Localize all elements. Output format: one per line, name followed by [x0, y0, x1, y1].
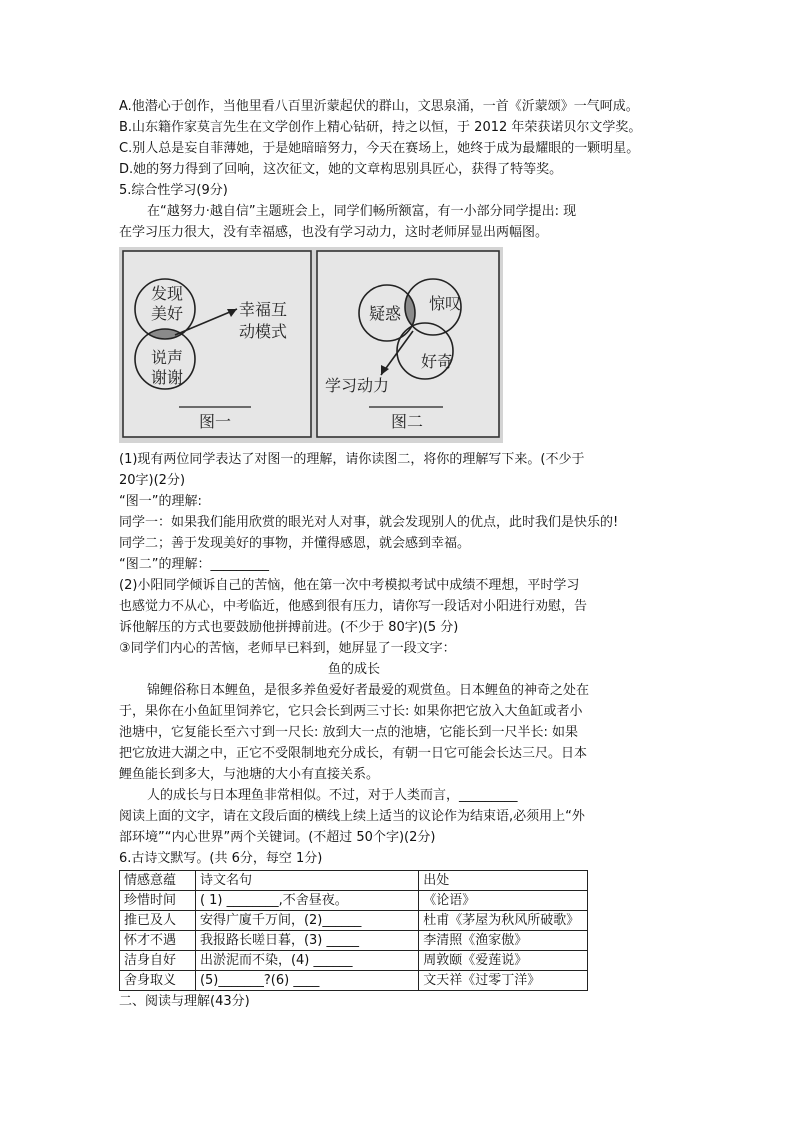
table-header: 出处: [419, 871, 588, 891]
question-5-intro: 在“越努力·越自信”主题班会上，同学们畅所额富，有一小部分同学提出: 现在学习压力很大，没有幸福感，也没有学习动力，这时老师屏显出两幅图。: [119, 204, 577, 240]
table-row: [120, 911, 588, 931]
figure-2-frame: [317, 251, 499, 437]
table-row: [120, 971, 588, 991]
figure-2-label-left: 疑惑: [369, 304, 402, 323]
question-6-title: 6.古诗文默写。(共 6分，每空 1分): [119, 851, 323, 866]
question-5-part-2: (2)小阳同学倾诉自己的苦恼，他在第一次中考模拟考试中成绩不理想，平时学习也感觉力不从心，中考临近，他感到很有压力，请你写一段话对小阳进行劝慰，告诉他解压的方式也要鼓励他拼搏前进。(不少于 80字)(5 分): [119, 578, 588, 635]
figure-2-label-motivation: 学习动力: [325, 376, 390, 395]
table-header: 诗文名句: [195, 871, 418, 891]
option-c: C.别人总是妄自菲薄她，于是她暗暗努力，今天在赛场上，她终于成为最耀眼的一颗明星。: [119, 141, 640, 156]
table-row: [120, 891, 588, 911]
venn-figures: [119, 247, 503, 443]
poem-table: [119, 870, 588, 991]
table-row: [120, 951, 588, 971]
passage-paragraph-1: 锦鲤俗称日本鲤鱼，是很多养鱼爱好者最爱的观赏鱼。日本鲤鱼的神奇之处在于，果你在小鱼缸里饲养它，它只会长到两三寸长: 如果你把它放入大鱼缸或者小池塘中，它复能长至六寸到一尺长: 放到大一点的池塘，它能长到一尺半长: 如果把它放进大湖之中，正它不受限制地充分成长，有朝一日它可能会长达三尺。日本鲤鱼能长到多大，与池塘的大小有直接关系。: [119, 683, 590, 782]
table-header-row: [120, 871, 588, 891]
table-cell: ( 1) ________,不舍昼夜。: [195, 891, 418, 911]
question-5-part-1: (1)现有两位同学表达了对图一的理解，请你读图二，将你的理解写下来。(不少于 20字)(2分): [119, 452, 585, 488]
table-cell: 怀才不遇: [120, 931, 196, 951]
figure-1-frame: [123, 251, 311, 437]
figure-1-label-right-a: 幸福互: [239, 300, 288, 319]
figure-1-label-1b: 美好: [151, 304, 184, 323]
table-cell: 周敦颐《爱莲说》: [419, 951, 588, 971]
question-5-title: 5.综合性学习(9分): [119, 183, 228, 198]
table-cell: 珍惜时间: [120, 891, 196, 911]
option-a: A.他潜心于创作，当他里看八百里沂蒙起伏的群山，文思泉涌，一首《沂蒙颂》一气呵成。: [119, 99, 639, 114]
student-2-answer: 同学二；善于发现美好的事物，并懂得感恩，就会感到幸福。: [119, 536, 471, 551]
table-cell: 洁身自好: [120, 951, 196, 971]
figure-1-label-1a: 发现: [151, 284, 184, 303]
table-cell: 舍身取义: [120, 971, 196, 991]
figure-2-caption: 图二: [391, 412, 424, 431]
table-row: [120, 931, 588, 951]
table-header: 情感意蕴: [120, 871, 196, 891]
question-5-part-3: ③同学们内心的苦恼，老师早已料到，她屏显了一段文字：: [119, 641, 456, 656]
figure-1-label-right-b: 动模式: [239, 322, 288, 341]
figure-1-understanding-heading: “图一”的理解:: [119, 494, 202, 509]
figure-2-label-right: 惊叹: [429, 294, 462, 313]
table-cell: 文天祥《过零丁洋》: [419, 971, 588, 991]
figure-2-label-bottom: 好奇: [421, 352, 454, 371]
figure-1-caption: 图一: [199, 412, 232, 431]
student-1-answer: 同学一：如果我们能用欣赏的眼光对人对事，就会发现别人的优点，此时我们是快乐的!: [119, 515, 619, 530]
table-cell: 《论语》: [419, 891, 588, 911]
figure-1-label-2a: 说声: [151, 348, 184, 367]
exam-page: [119, 96, 642, 1012]
option-b: B.山东籍作家莫言先生在文学创作上精心钻研，持之以恒，于 2012 年荣获诺贝尔文学奖。: [119, 120, 642, 135]
table-cell: 推已及人: [120, 911, 196, 931]
table-cell: (5)_______?(6) ____: [195, 971, 418, 991]
figure-2-understanding-blank: “图二”的理解：_________: [119, 557, 269, 572]
venn-figures-svg: [119, 247, 503, 443]
passage-task: 阅读上面的文字，请在文段后面的横线上续上适当的议论作为结束语,必须用上“外部环境”“内心世界”两个关键词。(不超过 50个字)(2分): [119, 809, 585, 845]
table-cell: 李清照《渔家傲》: [419, 931, 588, 951]
figure-1-label-2b: 谢谢: [151, 368, 184, 387]
table-cell: 出淤泥而不染，(4) ______: [195, 951, 418, 971]
passage-title: 鱼的成长: [327, 662, 380, 677]
section-2-title: 二、阅读与理解(43分): [119, 994, 250, 1009]
passage-paragraph-2: 人的成长与日本理鱼非常相似。不过，对于人类而言，_________: [147, 788, 518, 803]
table-cell: 安得广廈千万间，(2)______: [195, 911, 418, 931]
table-cell: 杜甫《茅屋为秋风所破歌》: [419, 911, 588, 931]
option-d: D.她的努力得到了回响，这次征文，她的文章构思别具匠心，获得了特等奖。: [119, 162, 563, 177]
table-cell: 我报路长嗟日暮，(3) _____: [195, 931, 418, 951]
